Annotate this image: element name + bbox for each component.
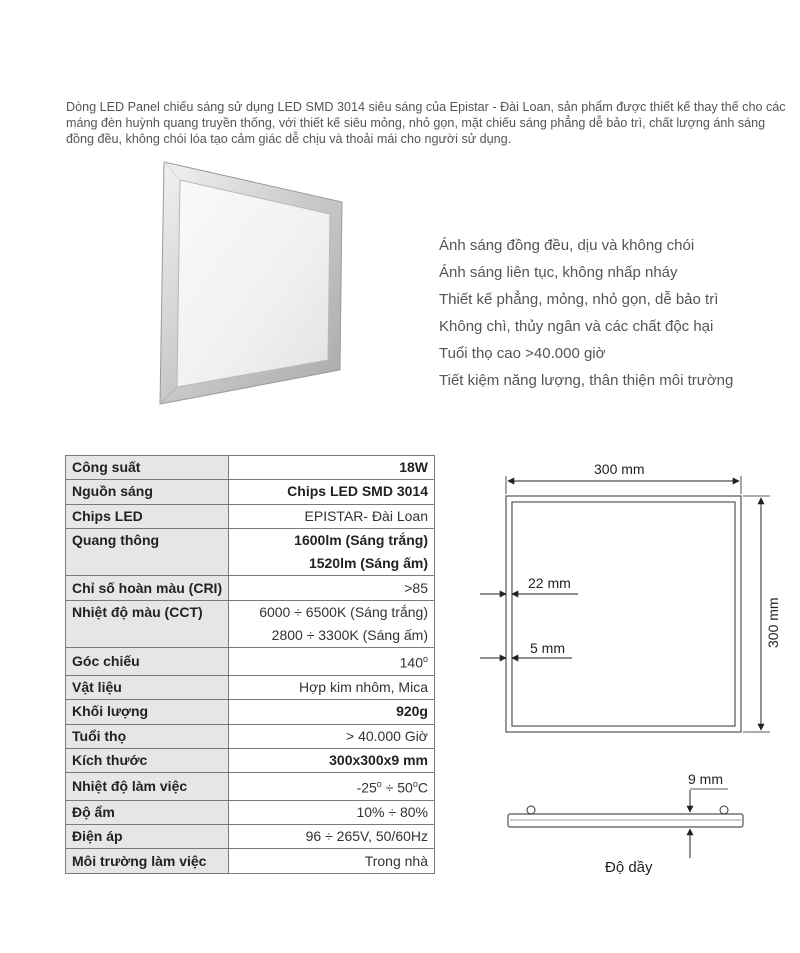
feature-item: Ánh sáng đồng đều, dịu và không chói [439,237,695,254]
table-row [66,576,435,600]
table-row [66,528,435,552]
spec-table [65,455,435,874]
mounting-clip-left [527,806,535,814]
spec-value: 10% ÷ 80% [229,800,435,824]
spec-value [229,648,435,676]
spec-label: Kích thước [66,748,229,772]
feature-item: Ánh sáng liên tục, không nhấp nháy [439,264,678,281]
spec-label: Độ ẩm [66,800,229,824]
spec-label: Khối lượng [66,700,229,724]
height-dimension-label: 300 mm [765,597,781,648]
degree-sup: o [376,779,382,790]
temp-max: ÷ 50 [381,779,413,796]
table-row [66,480,435,504]
spec-value: 300x300x9 mm [229,748,435,772]
spec-label: Nhiệt độ làm việc [66,773,229,801]
spec-label-empty [66,624,229,648]
spec-value: Trong nhà [229,849,435,873]
spec-value: 1520lm (Sáng ấm) [229,552,435,576]
spec-value: Hợp kim nhôm, Mica [229,676,435,700]
spec-label-empty [66,552,229,576]
spec-value [229,773,435,801]
border-dimension-label: 22 mm [528,575,571,591]
feature-list [439,232,733,394]
spec-label: Chỉ số hoàn màu (CRI) [66,576,229,600]
spec-value: 2800 ÷ 3300K (Sáng ấm) [229,624,435,648]
table-row [66,600,435,624]
temp-unit: C [417,779,428,796]
table-row [66,648,435,676]
table-row [66,773,435,801]
angle-value: 140 [399,655,423,672]
spec-value: 6000 ÷ 6500K (Sáng trắng) [229,600,435,624]
table-row [66,849,435,873]
dimension-drawing [460,450,790,890]
frame-dimension-label: 5 mm [530,640,565,656]
table-row [66,825,435,849]
spec-value: > 40.000 Giờ [229,724,435,748]
degree-sup: o [412,779,418,790]
table-row [66,724,435,748]
spec-label: Vật liệu [66,676,229,700]
degree-sup: o [422,654,428,665]
table-row [66,504,435,528]
spec-label: Môi trường làm việc [66,849,229,873]
panel-inner-outline [512,502,735,726]
feature-item: Không chì, thủy ngân và các chất độc hại [439,318,714,335]
spec-label: Nhiệt độ màu (CCT) [66,600,229,624]
panel-outer-outline [506,496,741,732]
table-row [66,624,435,648]
spec-label: Công suất [66,456,229,480]
spec-value: 96 ÷ 265V, 50/60Hz [229,825,435,849]
width-dimension-label: 300 mm [594,461,645,477]
spec-value: >85 [229,576,435,600]
spec-label: Tuổi thọ [66,724,229,748]
led-panel-photo [150,158,350,408]
spec-label: Chips LED [66,504,229,528]
spec-value: 18W [229,456,435,480]
table-row [66,456,435,480]
spec-value: EPISTAR- Đài Loan [229,504,435,528]
feature-item: Tiết kiệm năng lượng, thân thiện môi trường [439,372,734,389]
table-row [66,800,435,824]
table-row [66,700,435,724]
panel-side-view [508,814,743,827]
feature-item: Thiết kế phẳng, mỏng, nhỏ gọn, dễ bảo trì [439,291,719,308]
spec-label: Góc chiếu [66,648,229,676]
spec-label: Quang thông [66,528,229,552]
mounting-clip-right [720,806,728,814]
table-row [66,552,435,576]
spec-value: 920g [229,700,435,724]
intro-paragraph: Dòng LED Panel chiếu sáng sử dụng LED SMD 3014 siêu sáng của Epistar - Đài Loan, sản phẩm được thiết kế thay thế cho các máng đèn huỳnh quang truyền thống, với thiết kế siêu mỏng, nhỏ gọn, mặt chiếu sáng phẳng dễ bảo trì, chất lượng ánh sáng đồng đều, không chói lóa tạo cảm giác dễ chịu và thoải mái cho người sử dụng. [66,100,786,146]
spec-value: 1600lm (Sáng trắng) [229,528,435,552]
feature-item: Tuổi thọ cao >40.000 giờ [439,345,606,362]
spec-value: Chips LED SMD 3014 [229,480,435,504]
thickness-dimension-label: 9 mm [688,771,723,787]
spec-label: Điện áp [66,825,229,849]
thickness-caption: Độ dầy [605,859,653,876]
table-row [66,748,435,772]
temp-min: -25 [356,779,377,796]
spec-label: Nguồn sáng [66,480,229,504]
table-row [66,676,435,700]
